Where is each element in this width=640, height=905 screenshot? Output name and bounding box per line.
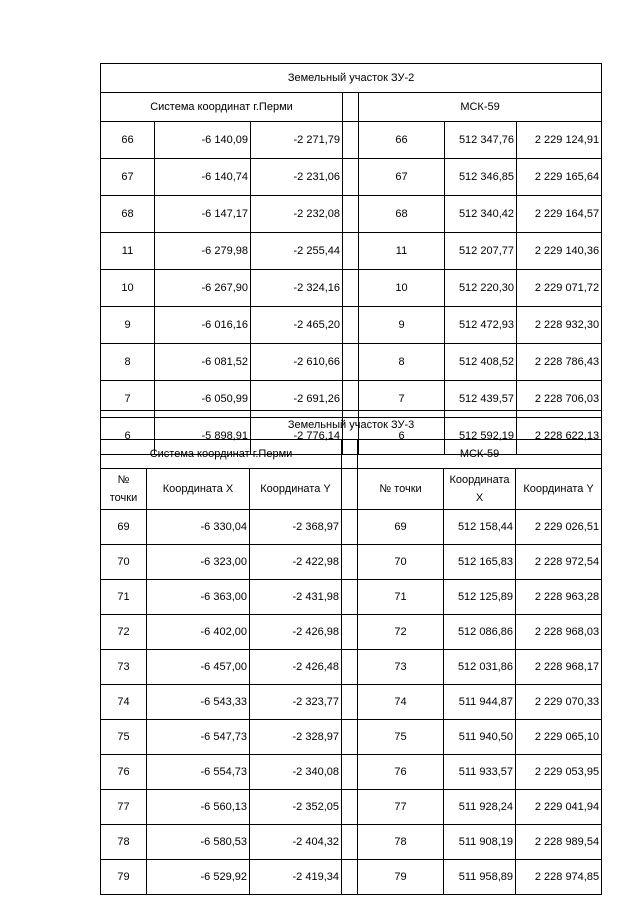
separator-cell [343, 93, 359, 122]
cell-coord-y: -2 368,97 [250, 510, 342, 545]
table-row [101, 270, 602, 307]
cell-point-number: 68 [101, 196, 155, 233]
cell-coord-y: 2 228 968,03 [516, 615, 602, 650]
table-row [101, 755, 602, 790]
cell-point-number: 74 [101, 685, 147, 720]
cell-point-number: 77 [358, 790, 444, 825]
cell-coord-y: -2 422,98 [250, 545, 342, 580]
cell-point-number: 6 [359, 418, 445, 455]
cell-coord-x: 512 125,89 [444, 580, 516, 615]
cell-coord-x: -6 402,00 [147, 615, 250, 650]
cell-coord-y: 2 228 989,54 [516, 825, 602, 860]
col-header-coord-y: Координата Y [250, 469, 342, 510]
cell-coord-y: 2 228 972,54 [516, 545, 602, 580]
cell-point-number: 9 [101, 307, 155, 344]
cell-coord-x: -6 050,99 [155, 381, 251, 418]
separator-cell [342, 755, 358, 790]
cell-coord-y: -2 610,66 [251, 344, 343, 381]
cell-point-number: 78 [101, 825, 147, 860]
col-header-coord-x: Координата X [444, 469, 516, 510]
separator-cell [342, 720, 358, 755]
cell-coord-x: 511 908,19 [444, 825, 516, 860]
cell-point-number: 75 [358, 720, 444, 755]
cell-coord-x: -6 580,53 [147, 825, 250, 860]
col-header-coord-y: Координата Y [516, 469, 602, 510]
cell-point-number: 79 [358, 860, 444, 895]
table-row [101, 307, 602, 344]
cell-coord-y: -2 352,05 [250, 790, 342, 825]
cell-coord-x: 512 207,77 [445, 233, 517, 270]
cell-point-number: 73 [101, 650, 147, 685]
cell-coord-x: -6 279,98 [155, 233, 251, 270]
table-row [101, 580, 602, 615]
cell-coord-x: -6 081,52 [155, 344, 251, 381]
cell-coord-y: 2 229 071,72 [517, 270, 602, 307]
cell-coord-x: -6 140,74 [155, 159, 251, 196]
cell-coord-x: 512 220,30 [445, 270, 517, 307]
cell-coord-y: -2 323,77 [250, 685, 342, 720]
col-header-point-number: № точки [358, 469, 444, 510]
cell-point-number: 8 [101, 344, 155, 381]
cell-coord-y: 2 228 786,43 [517, 344, 602, 381]
cell-point-number: 67 [359, 159, 445, 196]
cell-coord-x: -6 554,73 [147, 755, 250, 790]
cell-coord-x: -6 547,73 [147, 720, 250, 755]
cell-point-number: 78 [358, 825, 444, 860]
cell-coord-x: -6 016,16 [155, 307, 251, 344]
cell-point-number: 74 [358, 685, 444, 720]
cell-point-number: 69 [101, 510, 147, 545]
cell-coord-y: 2 229 053,95 [516, 755, 602, 790]
cell-coord-x: 512 592,19 [445, 418, 517, 455]
cell-coord-y: 2 229 041,94 [516, 790, 602, 825]
separator-cell [342, 615, 358, 650]
cell-point-number: 77 [101, 790, 147, 825]
cell-point-number: 73 [358, 650, 444, 685]
cell-point-number: 66 [359, 122, 445, 159]
cell-point-number: 69 [358, 510, 444, 545]
cell-coord-x: -6 543,33 [147, 685, 250, 720]
table-row [101, 344, 602, 381]
right-system-label: МСК-59 [359, 93, 602, 122]
cell-coord-y: 2 228 974,85 [516, 860, 602, 895]
separator-cell [342, 510, 358, 545]
table-row [101, 825, 602, 860]
separator-cell [342, 469, 358, 510]
cell-coord-x: -6 267,90 [155, 270, 251, 307]
cell-point-number: 66 [101, 122, 155, 159]
cell-coord-x: 511 958,89 [444, 860, 516, 895]
cell-coord-y: 2 229 124,91 [517, 122, 602, 159]
table-row [101, 720, 602, 755]
cell-coord-y: 2 228 968,17 [516, 650, 602, 685]
col-header-coord-x: Координата X [147, 469, 250, 510]
cell-coord-y: -2 255,44 [251, 233, 343, 270]
cell-point-number: 71 [101, 580, 147, 615]
separator-cell [343, 122, 359, 159]
cell-coord-y: 2 228 963,28 [516, 580, 602, 615]
cell-coord-x: 512 408,52 [445, 344, 517, 381]
cell-coord-x: -6 330,04 [147, 510, 250, 545]
cell-point-number: 70 [101, 545, 147, 580]
cell-point-number: 9 [359, 307, 445, 344]
cell-coord-y: -2 419,34 [250, 860, 342, 895]
coordinates-table-zu2 [100, 63, 602, 455]
cell-coord-y: -2 431,98 [250, 580, 342, 615]
table-title: Земельный участок ЗУ-2 [101, 64, 602, 93]
cell-point-number: 75 [101, 720, 147, 755]
cell-point-number: 76 [358, 755, 444, 790]
table-row [101, 196, 602, 233]
separator-cell [343, 344, 359, 381]
separator-cell [343, 196, 359, 233]
cell-coord-x: -6 140,09 [155, 122, 251, 159]
table-row [101, 233, 602, 270]
cell-coord-x: 512 031,86 [444, 650, 516, 685]
cell-point-number: 76 [101, 755, 147, 790]
cell-coord-y: 2 229 165,64 [517, 159, 602, 196]
cell-coord-y: -2 776,14 [251, 418, 343, 455]
table-row [101, 790, 602, 825]
cell-coord-x: 512 165,83 [444, 545, 516, 580]
cell-coord-x: 512 439,57 [445, 381, 517, 418]
table-row [101, 650, 602, 685]
table-row [101, 159, 602, 196]
cell-point-number: 72 [358, 615, 444, 650]
table-row [101, 860, 602, 895]
cell-point-number: 10 [359, 270, 445, 307]
cell-coord-x: 511 940,50 [444, 720, 516, 755]
cell-coord-y: -2 271,79 [251, 122, 343, 159]
cell-coord-y: -2 232,08 [251, 196, 343, 233]
cell-coord-y: -2 340,08 [250, 755, 342, 790]
cell-coord-x: 511 944,87 [444, 685, 516, 720]
separator-cell [343, 307, 359, 344]
separator-cell [342, 545, 358, 580]
cell-point-number: 79 [101, 860, 147, 895]
separator-cell [342, 580, 358, 615]
separator-cell [343, 159, 359, 196]
cell-coord-x: -6 560,13 [147, 790, 250, 825]
cell-coord-y: -2 426,98 [250, 615, 342, 650]
table-row [101, 510, 602, 545]
cell-coord-y: 2 228 622,13 [517, 418, 602, 455]
cell-coord-y: -2 465,20 [251, 307, 343, 344]
separator-cell [342, 440, 358, 469]
cell-point-number: 11 [101, 233, 155, 270]
cell-coord-x: 512 346,85 [445, 159, 517, 196]
cell-point-number: 67 [101, 159, 155, 196]
cell-point-number: 72 [101, 615, 147, 650]
cell-coord-x: -5 898,91 [155, 418, 251, 455]
cell-coord-y: 2 228 932,30 [517, 307, 602, 344]
cell-coord-y: 2 229 065,10 [516, 720, 602, 755]
col-header-point-number: № точки [101, 469, 147, 510]
cell-point-number: 10 [101, 270, 155, 307]
cell-point-number: 70 [358, 545, 444, 580]
cell-coord-x: 512 340,42 [445, 196, 517, 233]
table-row [101, 122, 602, 159]
cell-coord-y: -2 231,06 [251, 159, 343, 196]
cell-coord-y: 2 228 706,03 [517, 381, 602, 418]
cell-coord-y: -2 404,32 [250, 825, 342, 860]
cell-point-number: 71 [358, 580, 444, 615]
table-title: Земельный участок ЗУ-3 [101, 411, 602, 440]
cell-coord-y: -2 426,48 [250, 650, 342, 685]
cell-coord-y: -2 324,16 [251, 270, 343, 307]
table-row [101, 545, 602, 580]
cell-point-number: 7 [101, 381, 155, 418]
right-system-label: МСК-59 [358, 440, 602, 469]
cell-coord-x: 512 086,86 [444, 615, 516, 650]
cell-coord-x: 512 472,93 [445, 307, 517, 344]
separator-cell [342, 685, 358, 720]
cell-point-number: 68 [359, 196, 445, 233]
cell-coord-x: -6 147,17 [155, 196, 251, 233]
separator-cell [342, 825, 358, 860]
cell-point-number: 8 [359, 344, 445, 381]
cell-point-number: 6 [101, 418, 155, 455]
table-row [101, 615, 602, 650]
cell-point-number: 11 [359, 233, 445, 270]
cell-coord-y: -2 328,97 [250, 720, 342, 755]
coordinates-table-zu3 [100, 410, 602, 895]
separator-cell [343, 270, 359, 307]
cell-coord-y: -2 691,26 [251, 381, 343, 418]
separator-cell [342, 860, 358, 895]
cell-coord-x: -6 323,00 [147, 545, 250, 580]
left-system-label: Система координат г.Перми [101, 440, 342, 469]
cell-coord-x: -6 363,00 [147, 580, 250, 615]
cell-coord-y: 2 229 026,51 [516, 510, 602, 545]
cell-coord-y: 2 229 070,33 [516, 685, 602, 720]
cell-coord-x: 511 933,57 [444, 755, 516, 790]
cell-coord-x: 512 158,44 [444, 510, 516, 545]
header-row [101, 469, 602, 510]
separator-cell [343, 233, 359, 270]
table-row [101, 685, 602, 720]
cell-coord-x: -6 529,92 [147, 860, 250, 895]
cell-coord-x: -6 457,00 [147, 650, 250, 685]
cell-coord-y: 2 229 164,57 [517, 196, 602, 233]
separator-cell [342, 650, 358, 685]
cell-coord-y: 2 229 140,36 [517, 233, 602, 270]
left-system-label: Система координат г.Перми [101, 93, 343, 122]
cell-coord-x: 512 347,76 [445, 122, 517, 159]
cell-point-number: 7 [359, 381, 445, 418]
cell-coord-x: 511 928,24 [444, 790, 516, 825]
separator-cell [342, 790, 358, 825]
